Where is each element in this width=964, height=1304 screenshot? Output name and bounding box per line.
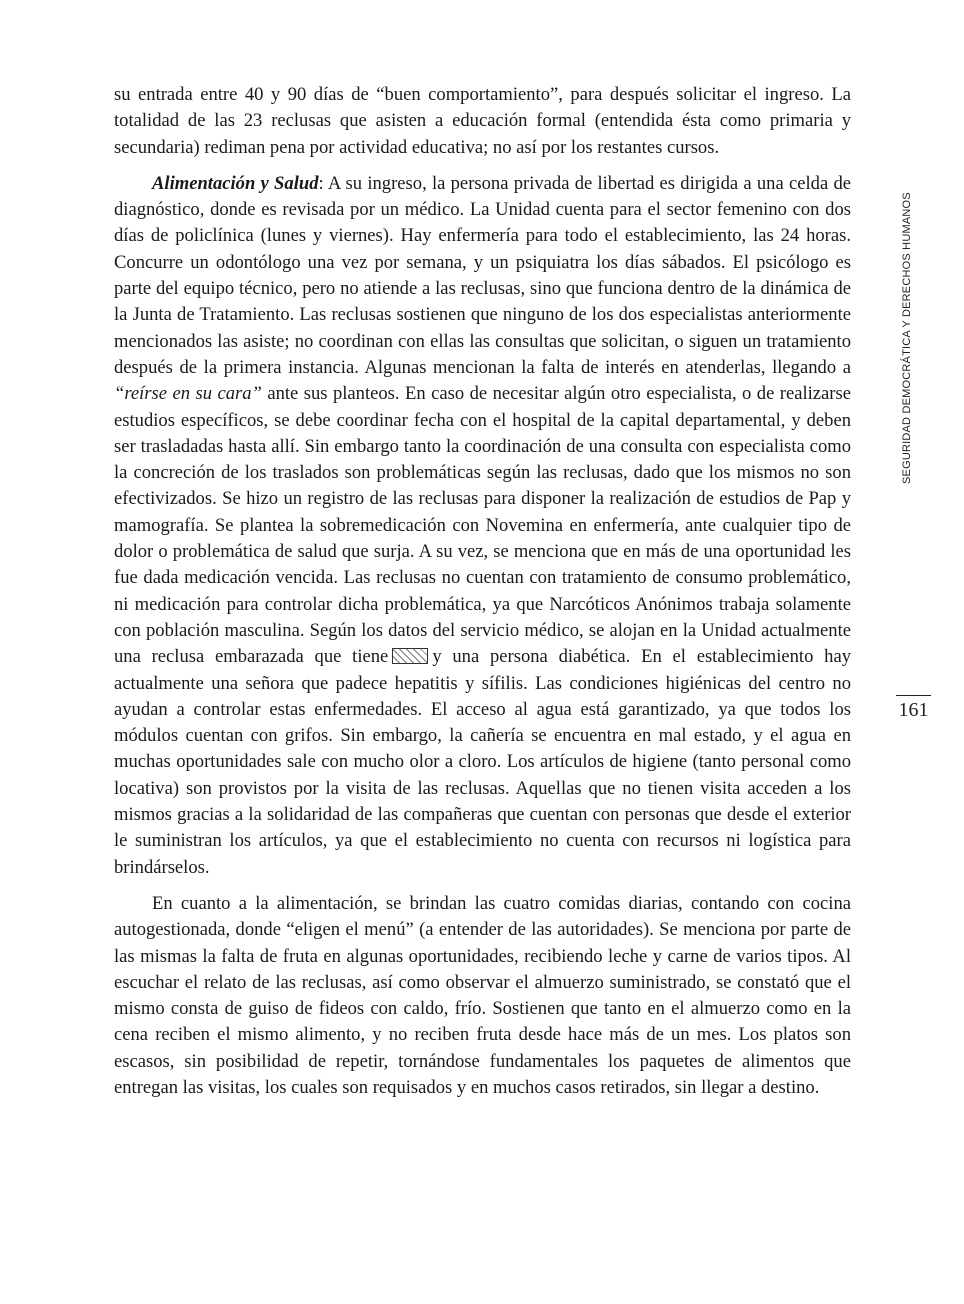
section-heading-alimentacion-salud: Alimentación y Salud xyxy=(152,172,319,194)
paragraph-2-part-c: y una persona diabética. En el establecimiento hay actualmente una señora que padece hepatitis y sífilis. Las condiciones higiénicas del centro no ayudan a controlar estas enfermedades. El acceso al agua está garantizado, ya que todos los módulos cuentan con grifos. Sin embargo, la cañería se encuentra en mal estado, y el agua en muchas oportunidades sale con mucho olor a cloro. Los artículos de higiene (tanto personal como locativa) son provistos por la visita de las reclusas. Aquellas que no tienen visita acceden a los mismos gracias a la solidaridad de las compañeras que cuentan con personas que desde el exterior le suministran los artículos, ya que el establecimiento no cuenta con recursos ni logística para brindárselos. xyxy=(114,646,851,878)
body-text xyxy=(114,82,851,1101)
paragraph-1: su entrada entre 40 y 90 días de “buen comportamiento”, para después solicitar el ingreso. La totalidad de las 23 reclusas que asisten a educación formal (entendida ésta como primaria y secundaria) rediman pena por actividad educativa; no así por los restantes cursos. xyxy=(114,84,851,158)
quoted-phrase: “reírse en su cara” xyxy=(114,383,262,405)
running-head-vertical: SEGURIDAD DEMOCRÁTICA Y DERECHOS HUMANOS xyxy=(901,192,913,484)
paragraph-3: En cuanto a la alimentación, se brindan las cuatro comidas diarias, contando con cocina autogestionada, donde “eligen el menú” (a entender de las autoridades). Se menciona por parte de las mismas la falta de fruta en algunas oportunidades, recibiendo leche y carne de varios tipos. Al escuchar el relato de las reclusas, así como observar el almuerzo suministrado, se constató que el mismo consta de guiso de fideos con caldo, frío. Sostienen que tanto en el almuerzo como en la cena reciben el mismo alimento, y no reciben fruta desde hace más de un mes. Los platos son escasos, sin posibilidad de repetir, tornándose fundamentales los paquetes de alimentos que entregan las visitas, los cuales son requisados y en muchos casos retirados, sin llegar a destino. xyxy=(114,892,851,1098)
page-number: 161 xyxy=(898,699,929,721)
page-number-rule xyxy=(896,695,931,696)
paragraph-2-part-a: : A su ingreso, la persona privada de libertad es dirigida a una celda de diagnóstico, donde es revisada por un médico. La Unidad cuenta para el sector femenino con dos días de policlínica (lunes y viernes). Hay enfermería para todo el establecimiento, las 24 horas. Concurre un odontólogo una vez por semana, y un psiquiatra los días sábados. El psicólogo es parte del equipo técnico, pero no atiende a las reclusas, sino que funciona dentro de la dinámica de la Junta de Tratamiento. Las reclusas sostienen que ninguno de los dos especialistas anteriormente mencionados las asiste; no coordinan con ellas las consultas que solicitan, o siguen un tratamiento después de la primera instancia. Algunas mencionan la falta de interés en atenderlas, llegando a xyxy=(114,172,851,378)
paragraph-2 xyxy=(114,171,851,881)
paragraph-2-part-b: ante sus planteos. En caso de necesitar algún otro especialista, o de realizarse estudios específicos, se debe coordinar fecha con el hospital de la capital departamental, y deben ser trasladadas hasta allí. Sin embargo tanto la coordinación de una consulta con especialista como la concreción de los traslados son problemáticas según las reclusas, dado que los mismos no son efectivizados. Se hizo un registro de las reclusas para disponer la realización de estudios de Pap y mamografía. Se plantea la sobremedicación con Novemina en enfermería, ante cualquier tipo de dolor o problemática de salud que surja. A su vez, se menciona que en más de una oportunidad les fue dada medicación vencida. Las reclusas no cuentan con tratamiento de consumo problemático, ni medicación para controlar dicha problemática, ya que Narcóticos Anónimos trabaja solamente con población masculina. Según los datos del servicio médico, se alojan en la Unidad actualmente una reclusa embarazada que tiene xyxy=(114,383,851,668)
missing-glyph-icon xyxy=(392,648,428,664)
